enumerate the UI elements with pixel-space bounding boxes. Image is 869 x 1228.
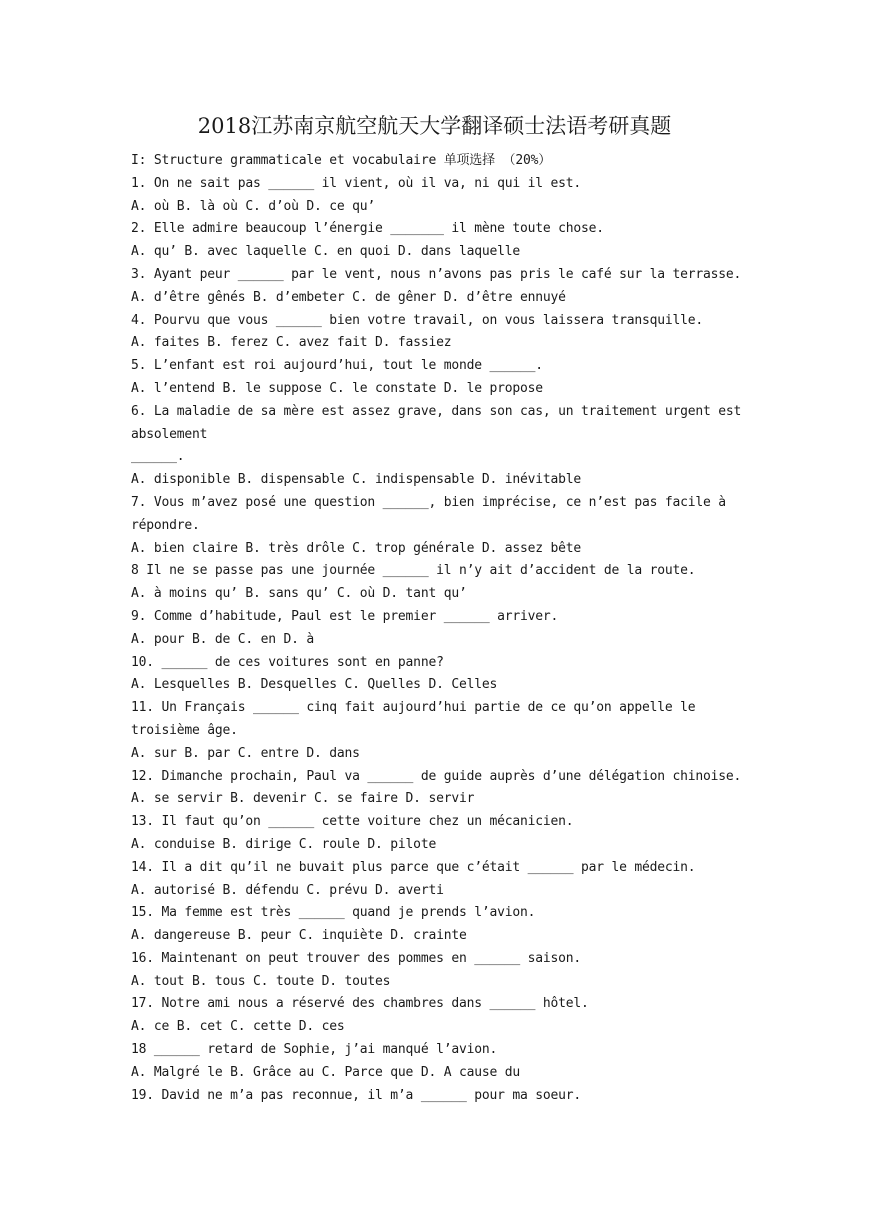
text-line: A. d’être gênés B. d’embeter C. de gêner D. d’être ennuyé [131, 289, 566, 305]
text-line: 5. L’enfant est roi aujourd’hui, tout le monde ______. [131, 358, 543, 374]
text-line: 18 ______ retard de Sophie, j’ai manqué l’avion. [131, 1042, 498, 1058]
text-line: A. Malgré le B. Grâce au C. Parce que D. A cause du [131, 1064, 520, 1080]
text-line: 6. La maladie de sa mère est assez grave, dans son cas, un traitement urgent est [131, 403, 742, 419]
text-line: A. l’entend B. le suppose C. le constate D. le propose [131, 380, 543, 396]
text-line: A. autorisé B. défendu C. prévu D. averti [131, 882, 444, 898]
text-line: 12. Dimanche prochain, Paul va ______ de guide auprès d’une délégation chinoise. [131, 768, 742, 784]
text-line: A. qu’ B. avec laquelle C. en quoi D. dans laquelle [131, 244, 520, 260]
text-line: A. faites B. ferez C. avez fait D. fassiez [131, 335, 452, 351]
text-line: A. dangereuse B. peur C. inquiète D. crainte [131, 928, 467, 944]
text-line: A. bien claire B. très drôle C. trop générale D. assez bête [131, 540, 581, 556]
text-line: 19. David ne m’a pas reconnue, il m’a ______ pour ma soeur. [131, 1087, 581, 1103]
text-line: A. pour B. de C. en D. à [131, 631, 315, 647]
document-title: 2018江苏南京航空航天大学翻译硕士法语考研真题 [197, 114, 672, 138]
text-line: A. conduise B. dirige C. roule D. pilote [131, 836, 437, 852]
text-line: troisième âge. [131, 722, 238, 738]
text-line: I: Structure grammaticale et vocabulaire 单项选择 （20%） [131, 153, 551, 168]
text-line: 3. Ayant peur ______ par le vent, nous n’avons pas pris le café sur la terrasse. [131, 266, 742, 282]
text-line: absolement [131, 426, 208, 442]
text-line: ______. [131, 449, 185, 465]
text-line: A. où B. là où C. d’où D. ce qu’ [131, 198, 376, 214]
text-line: 11. Un Français ______ cinq fait aujourd’hui partie de ce qu’on appelle le [131, 700, 696, 716]
text-line: A. à moins qu’ B. sans qu’ C. où D. tant qu’ [131, 586, 467, 602]
text-line: 16. Maintenant on peut trouver des pommes en ______ saison. [131, 950, 581, 966]
text-line: 14. Il a dit qu’il ne buvait plus parce que c’était ______ par le médecin. [131, 859, 696, 875]
text-line: A. tout B. tous C. toute D. toutes [131, 973, 391, 989]
text-line: A. se servir B. devenir C. se faire D. servir [131, 791, 475, 807]
text-line: 13. Il faut qu’on ______ cette voiture chez un mécanicien. [131, 814, 574, 830]
text-line: 1. On ne sait pas ______ il vient, où il va, ni qui il est. [131, 175, 581, 191]
text-line: 2. Elle admire beaucoup l’énergie _______ il mène toute chose. [131, 221, 604, 237]
text-line: 9. Comme d’habitude, Paul est le premier ______ arriver. [131, 608, 559, 624]
text-line: 10. ______ de ces voitures sont en panne? [131, 654, 444, 670]
text-line: A. disponible B. dispensable C. indispensable D. inévitable [131, 472, 581, 488]
text-line: 15. Ma femme est très ______ quand je prends l’avion. [131, 905, 536, 921]
text-line: 8 Il ne se passe pas une journée ______ il n’y ait d’accident de la route. [131, 563, 696, 579]
document-body [131, 150, 746, 1107]
text-line: 4. Pourvu que vous ______ bien votre travail, on vous laissera transquille. [131, 312, 703, 328]
text-line: 7. Vous m’avez posé une question ______, bien imprécise, ce n’est pas facile à [131, 494, 726, 510]
text-line: répondre. [131, 517, 200, 533]
text-line: A. sur B. par C. entre D. dans [131, 745, 360, 761]
text-line: 17. Notre ami nous a réservé des chambres dans ______ hôtel. [131, 996, 589, 1012]
text-line: A. Lesquelles B. Desquelles C. Quelles D. Celles [131, 677, 498, 693]
text-line: A. ce B. cet C. cette D. ces [131, 1019, 345, 1035]
